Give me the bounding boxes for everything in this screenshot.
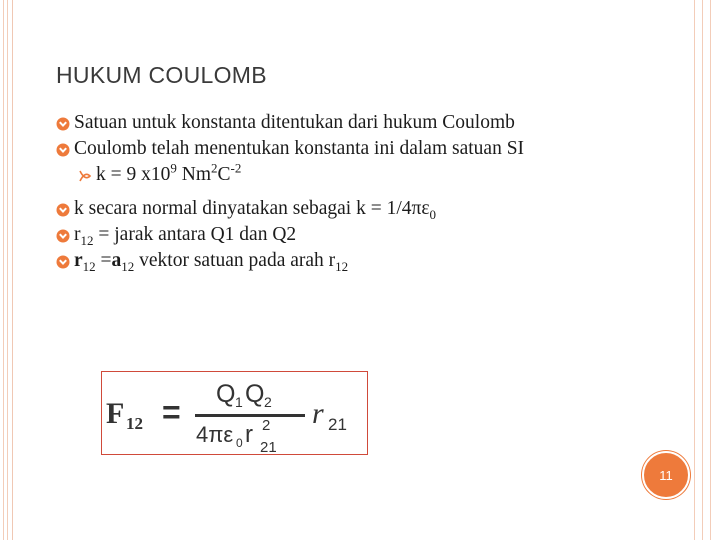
chevron-bullet-icon [56,196,70,222]
bullet-text: k secara normal dinyatakan sebagai $k = 1/4\pi\varepsilon_0$ [74,198,437,222]
bullet-item [56,222,656,248]
coulomb-formula-image [101,371,368,455]
formula-equals: = [162,394,181,430]
bullet-list [56,110,656,274]
chevron-bullet-icon [56,110,70,136]
formula-numerator-q1: Q [216,380,236,408]
bullet-item [56,248,656,274]
bullet-item [56,196,656,222]
right-border-decoration [688,0,720,540]
chevron-bullet-icon [56,222,70,248]
sub-bullet-item [56,162,656,188]
bullet-text: $r_{12} =a_{12}$ vektor satuan pada arah $r_{12}$ [74,250,349,274]
formula-numerator-q2: Q [245,380,265,408]
chevron-bullet-icon [56,248,70,274]
formula-denominator-r-sub: 21 [260,439,277,454]
sub-bullet-icon [78,162,92,188]
page-number-badge: 11 [642,451,690,499]
formula-denominator-sub: 0 [236,436,243,450]
bullet-item [56,110,656,136]
bullet-text: Satuan untuk konstanta ditentukan dari hukum Coulomb [74,112,515,133]
formula-denominator-r: r [245,421,253,448]
left-border-decoration [0,0,13,540]
bullet-text: Coulomb telah menentukan konstanta ini dalam satuan SI [74,138,525,159]
formula-lhs-sub: 12 [126,414,143,433]
formula-numerator-q2-sub: 2 [264,394,272,410]
formula-denominator-r-sup: 2 [262,417,271,434]
formula-rhs: r [312,397,324,430]
bullet-item [56,136,656,162]
formula-lhs: F [106,397,125,430]
formula-rhs-sub: 21 [328,415,347,434]
formula-denominator: 4πε [196,422,234,447]
bullet-text: k = 9 $x10^9$ $Nm^2C^{-2}$ [96,160,242,185]
bullet-text: $r_{12}$ = jarak antara Q1 dan Q2 [74,224,297,248]
slide-title: HUKUM COULOMB [56,62,267,88]
formula-numerator-q1-sub: 1 [235,394,243,410]
fraction-bar [195,414,305,417]
chevron-bullet-icon [56,136,70,162]
